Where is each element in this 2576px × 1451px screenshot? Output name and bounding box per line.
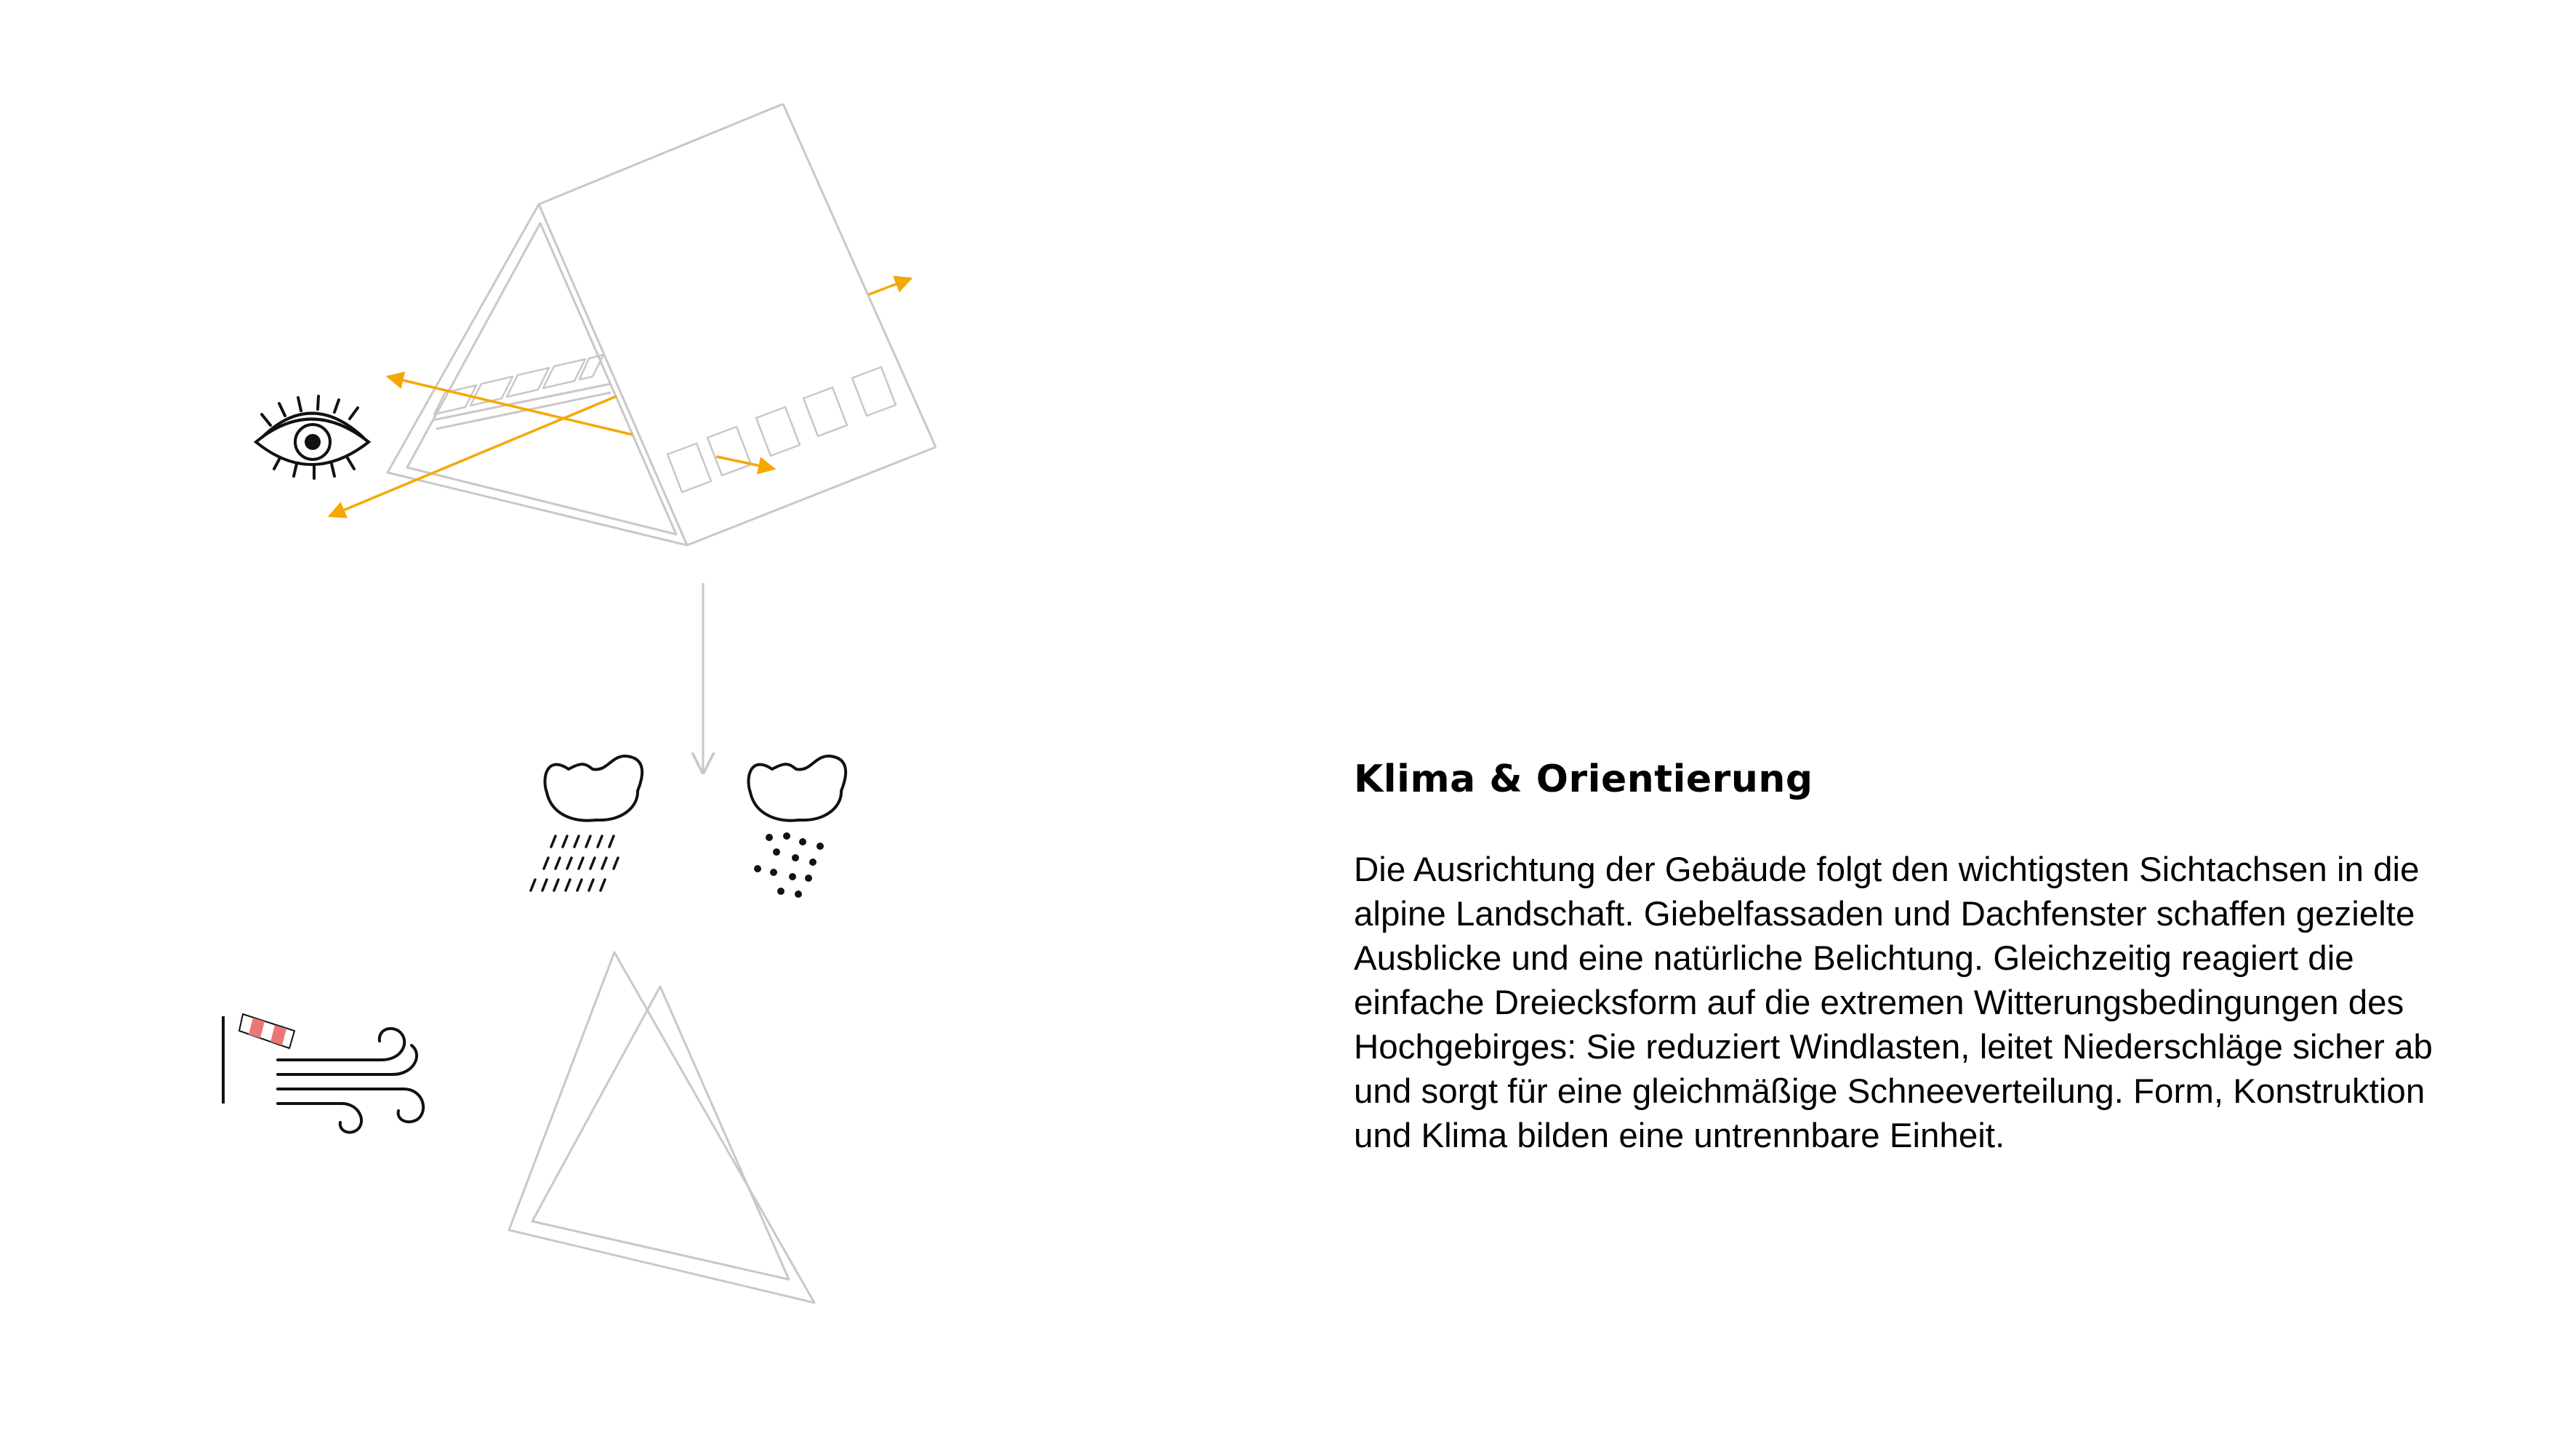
plan-triangle-inner: [532, 986, 789, 1279]
heading: Klima & Orientierung: [1354, 757, 1813, 801]
snowflakes: [754, 832, 824, 898]
roof-eave: [687, 447, 936, 545]
gable-outer: [388, 204, 687, 545]
rain-cloud-icon: [531, 756, 642, 891]
plan-triangle: [509, 952, 814, 1303]
snow-cloud-icon: [749, 756, 846, 898]
roof-window: [803, 387, 847, 436]
eye-icon: [256, 396, 369, 478]
text-block: [1354, 756, 2517, 1158]
roof-window: [756, 407, 800, 456]
body-text: Die Ausrichtung der Gebäude folgt den wichtigsten Sichtachsen in die alpine Landschaft. Giebelfassaden und Dachfenster schaffen gezielte Ausblicke und eine natürliche Belichtung. Gleichzeitig reagiert die einfache Dreiecksform auf die extremen Witterungsbedingungen des Hochgebirges: Sie reduziert Windlasten, leitet Niederschläge sicher ab und sorgt für eine gleichmäßige Schneeverteilung. Form, Konstruktion und Klima bilden eine untrennbare Einheit.: [1354, 851, 2433, 1155]
view-arrow-left-lower: [329, 396, 617, 516]
roof-window: [707, 427, 751, 475]
roof-window: [852, 367, 896, 416]
view-axis-arrows: [329, 278, 911, 516]
view-arrow-roof: [869, 278, 911, 294]
a-frame-building: [388, 104, 936, 545]
roof-window: [667, 443, 711, 492]
roof-ridge: [539, 104, 783, 204]
wind-icon: [278, 1029, 423, 1133]
roof-windows: [667, 367, 896, 492]
gable-slats: [434, 355, 603, 414]
